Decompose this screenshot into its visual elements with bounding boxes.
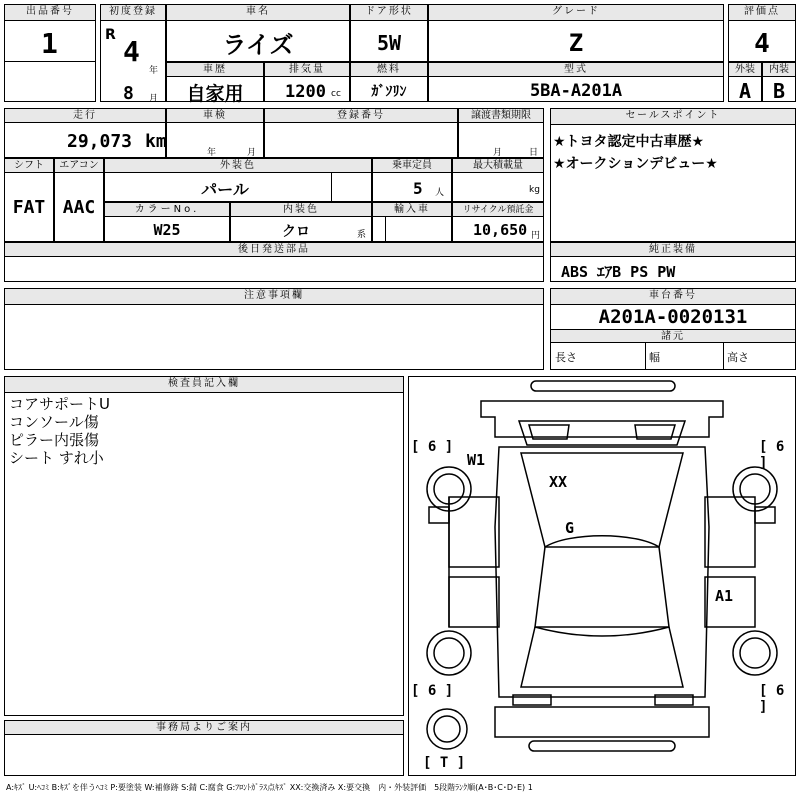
damage-mark-a1: A1 [715, 587, 734, 605]
car-outline [409, 377, 795, 775]
ext-color-box [104, 158, 372, 202]
fuel-label: 燃料 [351, 63, 427, 77]
lot-label: 出品番号 [5, 5, 95, 21]
inspection-box [166, 108, 264, 158]
inspector-line-1: コアサポートU [9, 395, 110, 413]
later-parts-label: 後日発送部品 [5, 243, 543, 257]
notes-box [4, 288, 544, 370]
recycle-unit: 円 [531, 231, 541, 241]
sales-box [550, 108, 796, 242]
chassis-number: A201A-0020131 [598, 306, 748, 328]
grade-label: グレード [429, 5, 723, 21]
int-rating-box [762, 62, 796, 102]
int-color-box [230, 202, 372, 242]
shift-box [4, 158, 54, 242]
damage-mark-w1: W1 [467, 451, 486, 469]
displacement-box [264, 62, 350, 102]
transfer-month: 月 [493, 148, 503, 158]
transfer-label: 譲渡書類期限 [459, 109, 543, 123]
inspector-label: 検査員記入欄 [5, 377, 403, 393]
inspector-line-2: コンソール傷 [9, 413, 99, 431]
length-label: 長さ [555, 351, 577, 364]
equipment: ABS ｴｱB PS PW [561, 263, 676, 281]
car-name-label: 車名 [167, 5, 349, 21]
mileage-box [4, 108, 166, 158]
history: 自家用 [186, 83, 244, 105]
fuel-box [350, 62, 428, 102]
year-unit: 年 [149, 66, 159, 76]
equipment-label: 純正装備 [551, 243, 795, 257]
lot-box [4, 4, 96, 102]
color-no-label: カラーNo. [105, 203, 229, 217]
ext-color-label: 外装色 [105, 159, 371, 173]
inspector-notes [9, 395, 110, 467]
later-parts-box [4, 242, 544, 282]
notes-label: 注意事項欄 [5, 289, 543, 305]
shift-label: シフト [5, 159, 53, 173]
ac-label: エアコン [55, 159, 103, 173]
history-label: 車歴 [167, 63, 263, 77]
height-label: 高さ [727, 351, 749, 364]
displacement-unit: cc [331, 89, 341, 99]
damage-mark-xx: XX [549, 473, 568, 491]
office-box [4, 720, 404, 776]
max-load-box [452, 158, 544, 202]
ext-rating: A [738, 79, 752, 103]
model-box [428, 62, 724, 102]
grade: Z [568, 29, 584, 57]
insp-year-unit: 年 [207, 148, 217, 158]
first-registration-box [100, 4, 166, 102]
mileage: 29,073 [67, 131, 133, 152]
chassis-box [550, 288, 796, 370]
width-label: 幅 [649, 351, 660, 364]
car-name-box [166, 4, 350, 62]
color-no-box [104, 202, 230, 242]
damage-mark-g: G [565, 519, 575, 537]
int-rating: B [772, 79, 786, 103]
score: 4 [754, 29, 770, 59]
int-color: クロ [282, 224, 310, 240]
reg-year: 4 [123, 35, 140, 68]
spec-label: 諸元 [551, 329, 795, 343]
displacement-label: 排気量 [265, 63, 349, 77]
reg-number-box [264, 108, 458, 158]
door-type: 5W [376, 31, 402, 55]
model: 5BA-A201A [529, 81, 623, 101]
chassis-label: 車台番号 [551, 289, 795, 305]
import-box [372, 202, 452, 242]
car-name: ライズ [222, 31, 294, 59]
ac: AAC [62, 197, 96, 218]
ac-box [54, 158, 104, 242]
reg-number-label: 登録番号 [265, 109, 457, 123]
tire-front-left: [ 6 ] [411, 439, 454, 455]
transfer-day: 日 [529, 148, 539, 158]
inspector-line-3: ピラー内張傷 [9, 431, 100, 449]
grade-box [428, 4, 724, 62]
inspector-line-4: シート すれ小 [9, 449, 104, 467]
equipment-box [550, 242, 796, 282]
mileage-label: 走行 [5, 109, 165, 123]
int-color-suffix: 系 [357, 230, 367, 240]
mileage-unit: km [145, 131, 167, 152]
displacement: 1200 [285, 82, 326, 102]
recycle-label: リサイクル預託金 [453, 203, 543, 217]
era: R [105, 27, 116, 43]
car-diagram [408, 376, 796, 776]
capacity-box [372, 158, 452, 202]
door-box [350, 4, 428, 62]
insp-month-unit: 月 [247, 148, 257, 158]
inspection-label: 車検 [167, 109, 263, 123]
model-label: 型式 [429, 63, 723, 77]
score-label: 評価点 [729, 5, 795, 21]
import-label: 輸入車 [373, 203, 451, 217]
history-box [166, 62, 264, 105]
office-label: 事務局よりご案内 [5, 721, 403, 735]
first-reg-label: 初度登録 [101, 5, 165, 21]
ext-rating-box [728, 62, 762, 102]
tire-rear-right: [ 6 ] [759, 683, 785, 715]
sales-point-1: ★トヨタ認定中古車歴★ [553, 134, 705, 150]
transfer-box [458, 108, 544, 158]
max-load-unit: kg [529, 185, 540, 195]
recycle-amount: 10,650 [473, 221, 528, 239]
max-load-label: 最大積載量 [453, 159, 543, 173]
color-no: W25 [153, 221, 181, 239]
lot-number: 1 [41, 27, 58, 60]
capacity: 5 [413, 179, 423, 198]
ext-color: パール [201, 180, 249, 199]
fuel: ｶﾞｿﾘﾝ [371, 84, 407, 100]
spare-tire-label: [ T ] [423, 755, 466, 771]
shift: FAT [12, 197, 46, 218]
capacity-unit: 人 [435, 188, 445, 198]
legend: A:ｷｽﾞ U:ﾍｺﾐ B:ｷｽﾞを伴うﾍｺﾐ P:要塗装 W:補修跡 S:錆 C:腐食 G:ﾌﾛﾝﾄｶﾞﾗｽ点ｷｽﾞ XX:交換済み X:要交換 内・外装評価 5段階ﾗﾝｸ順(A･B･C･D･E) 1 [6, 783, 533, 792]
month-unit: 月 [149, 94, 159, 104]
sales-label: セールスポイント [551, 109, 795, 125]
sales-point-2: ★オークションデビュー★ [553, 156, 718, 172]
ext-rating-label: 外装 [729, 63, 761, 77]
score-box [728, 4, 796, 62]
int-color-label: 内装色 [231, 203, 371, 217]
int-rating-label: 内装 [763, 63, 795, 77]
capacity-label: 乗車定員 [373, 159, 451, 173]
door-label: ドア形状 [351, 5, 427, 21]
recycle-box [452, 202, 544, 242]
inspector-box [4, 376, 404, 716]
tire-front-right: [ 6 ] [759, 439, 785, 471]
tire-rear-left: [ 6 ] [411, 683, 454, 699]
reg-month: 8 [123, 83, 134, 104]
